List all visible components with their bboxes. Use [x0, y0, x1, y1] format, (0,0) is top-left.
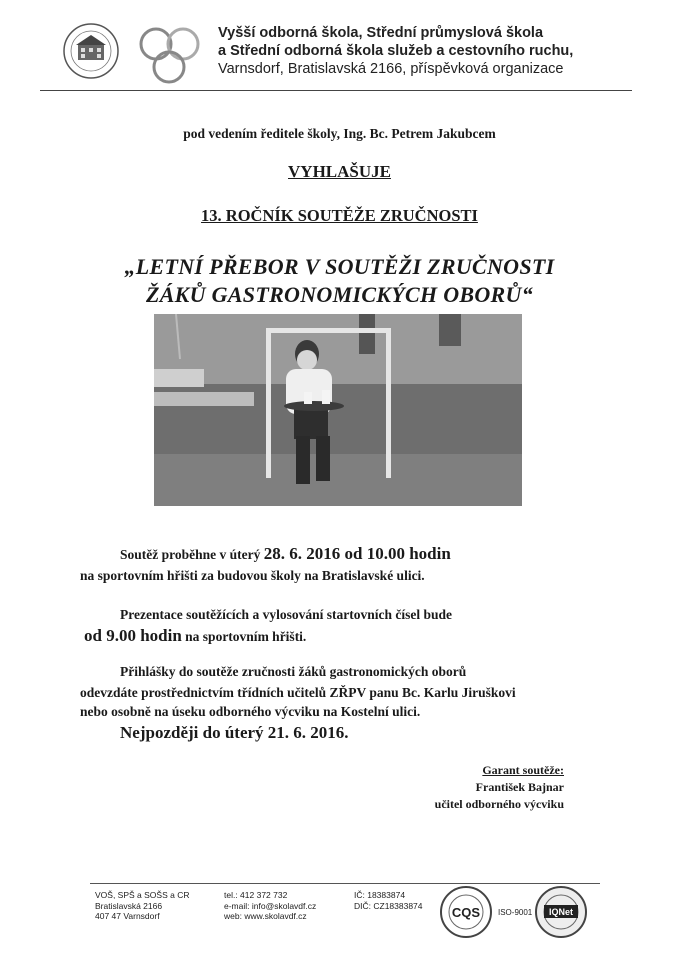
footer-street: Bratislavská 2166 [95, 900, 163, 911]
paragraph1-line2: na sportovním hřišti za budovou školy na Bratislavské ulici. [80, 568, 425, 583]
footer-contact [224, 890, 316, 922]
cert-cqs-text: CQS [451, 905, 481, 920]
contest-title-line1: „LETNÍ PŘEBOR V SOUTĚŽI ZRUČNOSTI [124, 254, 555, 279]
cert-iqnet-text: IQNet [548, 907, 574, 917]
header-divider [40, 90, 632, 91]
certification-logos-icon [438, 884, 588, 940]
school-header [218, 24, 573, 78]
school-building-logo-icon [60, 22, 122, 80]
footer-ico: IČ: 18383874 [354, 890, 406, 900]
paragraph1-line1 [120, 544, 451, 564]
p2-time: od 9.00 hodin [84, 626, 182, 645]
school-address: Varnsdorf, Bratislavská 2166, příspěvková organizace [218, 61, 564, 77]
guarantor-block [435, 762, 564, 813]
footer-phone: tel.: 412 372 732 [224, 890, 288, 900]
guarantor-role: učitel odborného výcviku [434, 797, 564, 811]
footer-email[interactable]: e-mail: info@skolavdf.cz [224, 900, 317, 911]
footer-ids [354, 890, 423, 911]
footer-city: 407 47 Varnsdorf [95, 911, 160, 921]
guarantor-name: František Bajnar [475, 780, 564, 794]
p1-text: Soutěž proběhne v úterý [120, 547, 264, 562]
p1-date: 28. 6. 2016 od 10.00 hodin [263, 544, 451, 563]
deadline-line: Nejpozději do úterý 21. 6. 2016. [120, 723, 349, 742]
paragraph3-line1: Přihlášky do soutěže zručnosti žáků gastronomických oborů [120, 664, 467, 679]
guarantor-label: Garant soutěže: [482, 763, 564, 777]
school-name-line2: a Střední odborná škola služeb a cestovního ruchu, [218, 43, 574, 59]
footer-dic: DIČ: CZ18383874 [354, 900, 423, 911]
edition-heading: 13. ROČNÍK SOUTĚŽE ZRUČNOSTI [201, 206, 478, 225]
footer-address [95, 890, 189, 922]
paragraph3-line2: odevzdáte prostřednictvím třídních učitelů ZŘPV panu Bc. Karlu Jiruškovi [80, 685, 516, 700]
contest-photo-icon [154, 314, 522, 506]
p2-text: na sportovním hřišti. [181, 629, 307, 644]
three-rings-logo-icon [136, 22, 206, 88]
paragraph2-line1: Prezentace soutěžících a vylosování startovních čísel bude [120, 607, 452, 622]
footer-web[interactable]: web: www.skolavdf.cz [224, 911, 307, 921]
cert-iso-text: ISO-9001 [498, 908, 533, 917]
announce-heading: VYHLAŠUJE [288, 162, 391, 181]
footer-school-abbr: VOŠ, SPŠ a SOŠS a CR [95, 890, 190, 900]
intro-line: pod vedením ředitele školy, Ing. Bc. Petrem Jakubcem [183, 126, 496, 141]
paragraph3-line3: nebo osobně na úseku odborného výcviku na Kostelní ulici. [80, 704, 421, 719]
contest-title-line2: ŽÁKŮ GASTRONOMICKÝCH OBORŮ“ [145, 282, 534, 307]
school-name-line1: Vyšší odborná škola, Střední průmyslová škola [218, 25, 544, 41]
paragraph2-line2 [84, 626, 306, 646]
